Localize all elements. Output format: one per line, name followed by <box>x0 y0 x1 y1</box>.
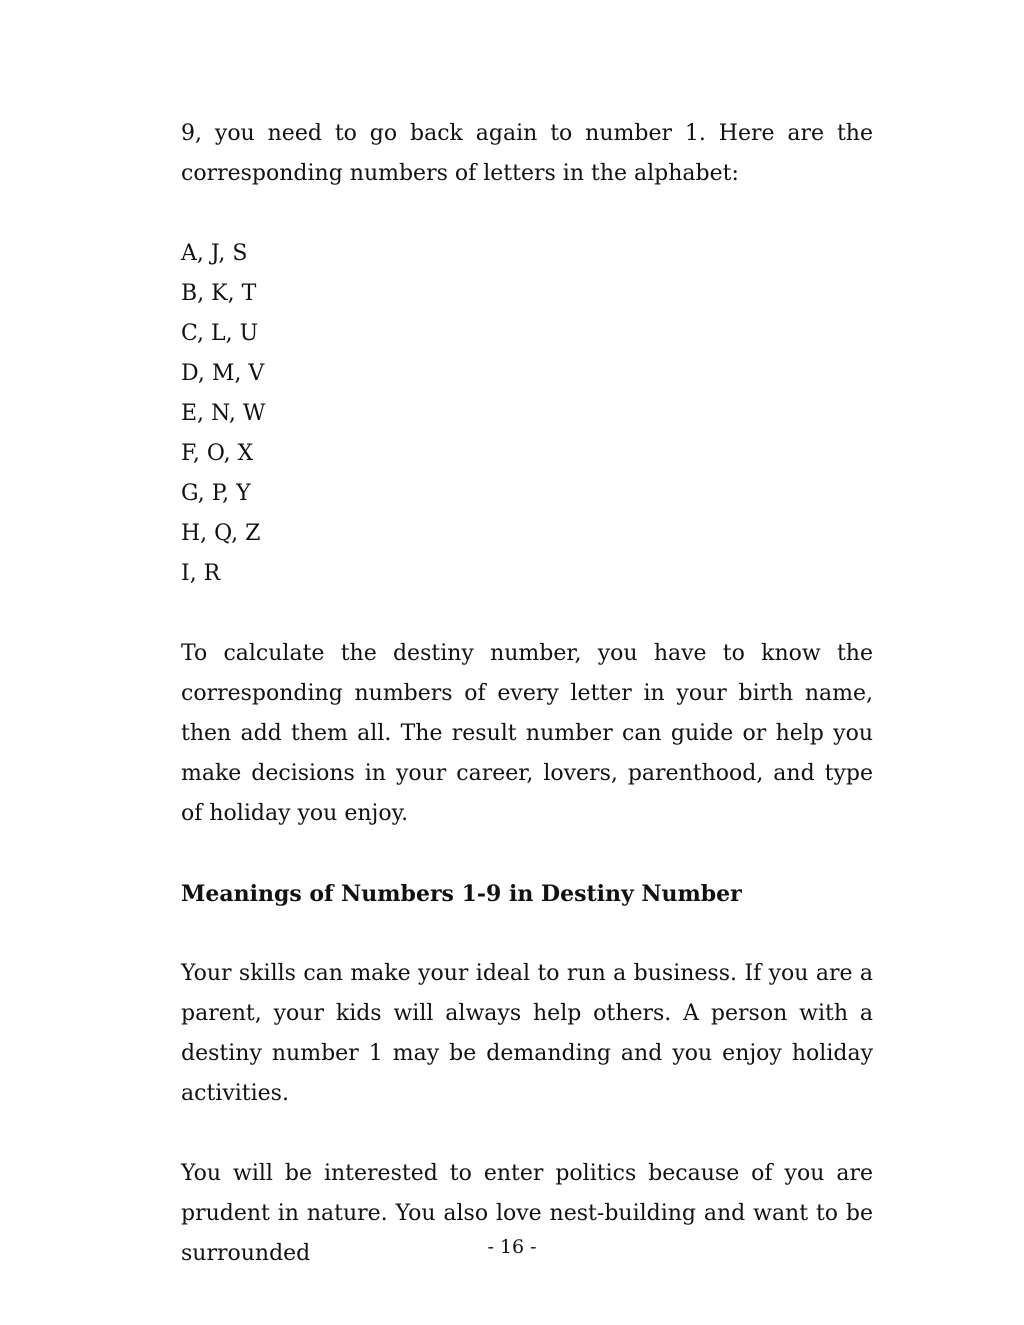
letter-group-list <box>181 234 873 594</box>
letter-group-item: F, O, X <box>181 441 254 466</box>
letter-group-item: D, M, V <box>181 361 265 386</box>
letter-group-item: B, K, T <box>181 281 257 306</box>
destiny-calculation-paragraph: To calculate the destiny number, you have to know the corresponding numbers of every letter in your birth name, then add them all. The result number can guide or help you make decisions in your career, lovers, parenthood, and type of holiday you enjoy. <box>181 641 873 826</box>
number-two-paragraph: You will be interested to enter politics because of you are prudent in nature. You also love nest-building and want to be surrounded <box>181 1161 873 1266</box>
letter-group-item: A, J, S <box>181 241 248 266</box>
letter-group-item: I, R <box>181 561 221 586</box>
letter-group-item: G, P, Y <box>181 481 251 506</box>
letter-group-item: H, Q, Z <box>181 521 261 546</box>
number-one-paragraph: Your skills can make your ideal to run a business. If you are a parent, your kids will always help others. A person with a destiny number 1 may be demanding and you enjoy holiday activities. <box>181 961 873 1106</box>
intro-paragraph: 9, you need to go back again to number 1. Here are the corresponding numbers of letters in the alphabet: <box>181 121 873 186</box>
page-number: - 16 - <box>487 1236 537 1258</box>
section-heading: Meanings of Numbers 1-9 in Destiny Number <box>181 881 742 907</box>
letter-group-item: C, L, U <box>181 321 259 346</box>
letter-group-item: E, N, W <box>181 401 266 426</box>
document-page <box>181 114 873 1314</box>
